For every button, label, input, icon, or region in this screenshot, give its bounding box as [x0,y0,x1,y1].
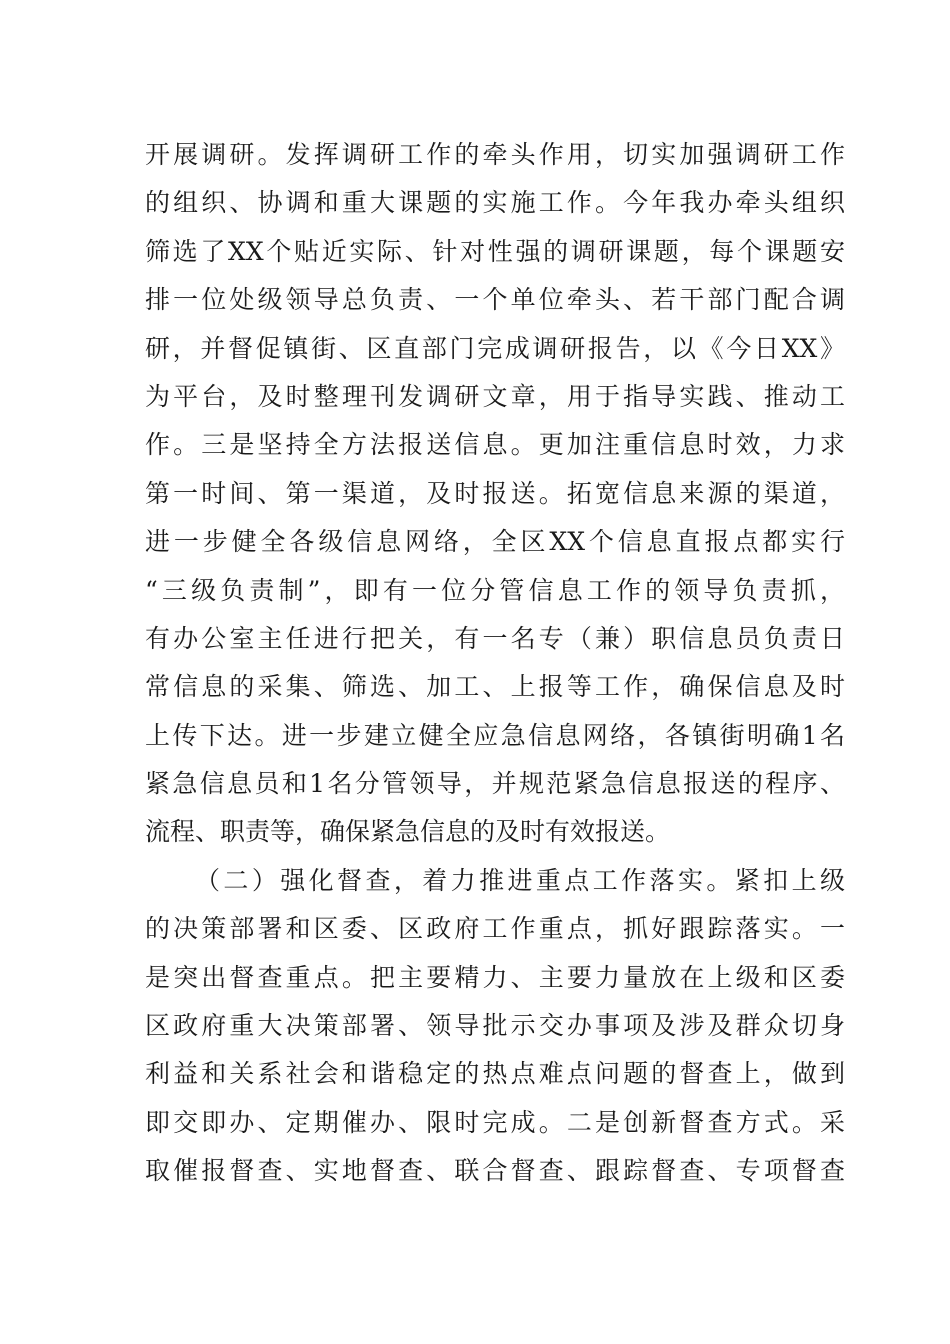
text-line: 是突出督查重点。把主要精力、主要力量放在上级和区委 [145,962,845,992]
text-line: 有办公室主任进行把关，有一名专（兼）职信息员负责日 [145,623,845,653]
text-line: 研，并督促镇街、区直部门完成调研报告，以《今日XX》 [145,333,845,363]
text-line: 筛选了XX个贴近实际、针对性强的调研课题，每个课题安 [145,236,845,266]
text-line: 作。三是坚持全方法报送信息。更加注重信息时效，力求 [145,430,845,460]
text-line: “三级负责制”，即有一位分管信息工作的领导负责抓， [145,575,845,605]
paragraph-end-line: 流程、职责等，确保紧急信息的及时有效报送。 [145,817,671,847]
text-line: 即交即办、定期催办、限时完成。二是创新督查方式。采 [145,1107,845,1137]
section-heading-line: （二）强化督查，着力推进重点工作落实。紧扣上级 [195,865,845,895]
text-line: 进一步健全各级信息网络，全区XX个信息直报点都实行 [145,527,845,557]
text-line: 排一位处级领导总负责、一个单位牵头、若干部门配合调 [145,285,845,315]
text-line: 的决策部署和区委、区政府工作重点，抓好跟踪落实。一 [145,914,845,944]
text-line: 利益和关系社会和谐稳定的热点难点问题的督查上，做到 [145,1059,845,1089]
text-line: 开展调研。发挥调研工作的牵头作用，切实加强调研工作 [145,140,845,169]
text-line: 的组织、协调和重大课题的实施工作。今年我办牵头组织 [145,188,845,218]
text-line: 取催报督查、实地督查、联合督查、跟踪督查、专项督查 [145,1156,845,1186]
body-text [145,131,845,1196]
text-line: 紧急信息员和1名分管领导，并规范紧急信息报送的程序、 [145,769,845,799]
text-line: 常信息的采集、筛选、加工、上报等工作，确保信息及时 [145,672,845,702]
text-line: 区政府重大决策部署、领导批示交办事项及涉及群众切身 [145,1011,845,1041]
text-line: 为平台，及时整理刊发调研文章，用于指导实践、推动工 [145,381,845,411]
text-line: 上传下达。进一步建立健全应急信息网络，各镇街明确1名 [145,720,845,750]
text-line: 第一时间、第一渠道，及时报送。拓宽信息来源的渠道， [145,478,845,508]
